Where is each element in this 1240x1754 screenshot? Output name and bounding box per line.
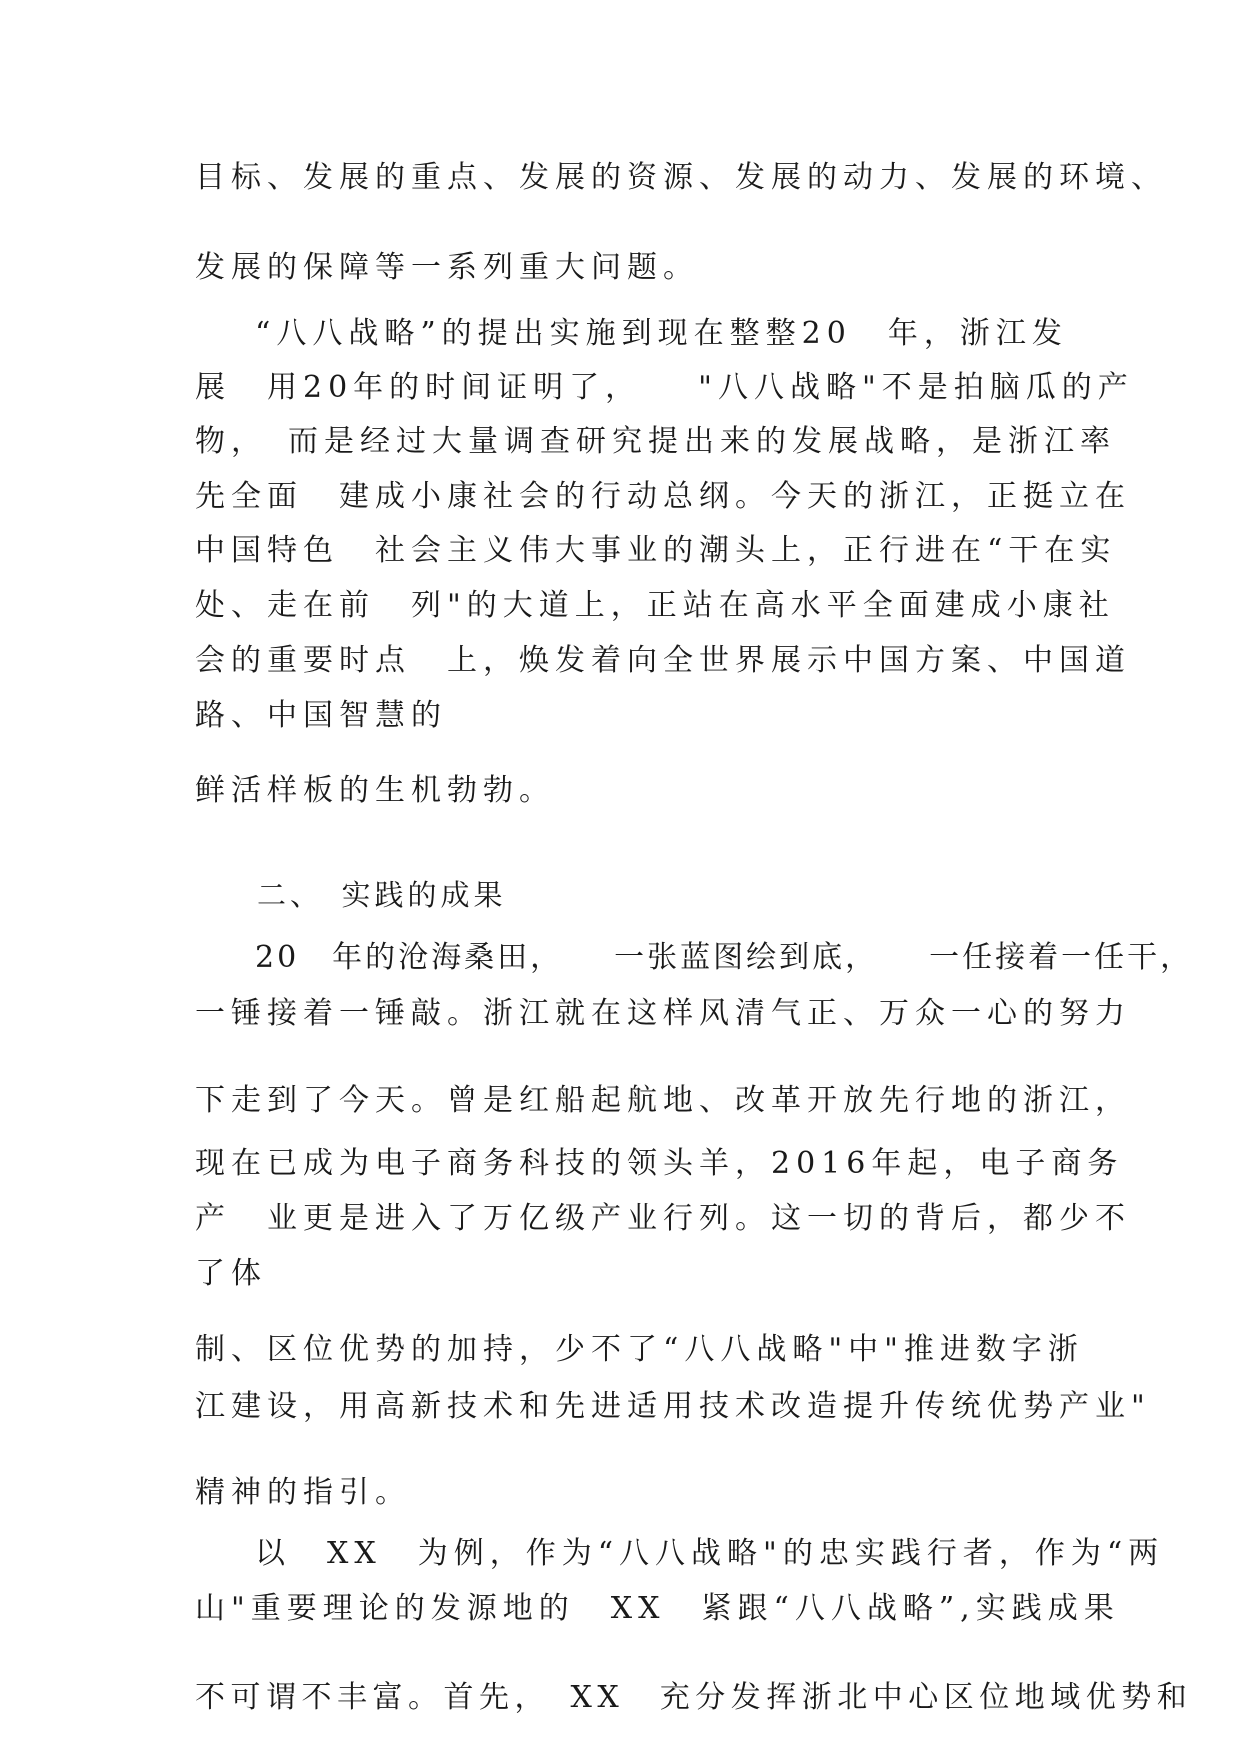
text-line: 产 业更是进入了万亿级产业行列。这一切的背后，都少不 bbox=[195, 1201, 1131, 1236]
text-line: 物， 而是经过大量调查研究提出来的发展战略，是浙江率 bbox=[195, 424, 1116, 459]
text-line: 了体 bbox=[195, 1256, 267, 1291]
paragraph-first-line: “八八战略”的提出实施到现在整整20 年，浙江发 bbox=[255, 316, 1068, 351]
text-line: 路、中国智慧的 bbox=[195, 698, 447, 733]
text-line: 目标、发展的重点、发展的资源、发展的动力、发展的环境、 bbox=[195, 160, 1167, 195]
text-line: 中国特色 社会主义伟大事业的潮头上，正行进在“干在实 bbox=[195, 533, 1117, 568]
text-line: 江建设，用高新技术和先进适用技术改造提升传统优势产业" bbox=[195, 1389, 1151, 1424]
paragraph-first-line: 以 XX 为例，作为“八八战略"的忠实践行者，作为“两 bbox=[255, 1536, 1165, 1571]
text-line: 会的重要时点 上，焕发着向全世界展示中国方案、中国道 bbox=[195, 643, 1131, 678]
text-line: 先全面 建成小康社会的行动总纲。今天的浙江，正挺立在 bbox=[195, 479, 1131, 514]
text-line: 一锤接着一锤敲。浙江就在这样风清气正、万众一心的努力 bbox=[195, 996, 1131, 1031]
text-line: 精神的指引。 bbox=[195, 1475, 411, 1510]
text-line: 山"重要理论的发源地的 XX 紧跟“八八战略”,实践成果 bbox=[195, 1591, 1120, 1626]
text-line: 制、区位优势的加持，少不了“八八战略"中"推进数字浙 bbox=[195, 1332, 1084, 1367]
section-heading: 二、 实践的成果 bbox=[257, 878, 507, 912]
text-line: 下走到了今天。曾是红船起航地、改革开放先行地的浙江， bbox=[195, 1083, 1131, 1118]
text-line: 鲜活样板的生机勃勃。 bbox=[195, 773, 555, 808]
text-line: 发展的保障等一系列重大问题。 bbox=[195, 250, 699, 285]
text-line: 处、走在前 列"的大道上，正站在高水平全面建成小康社 bbox=[195, 588, 1115, 623]
text-line: 不可谓不丰富。首先， XX 充分发挥浙北中心区位地域优势和 bbox=[195, 1680, 1193, 1715]
paragraph-first-line: 20 年的沧海桑田， 一张蓝图绘到底， 一任接着一任干， bbox=[255, 940, 1194, 975]
text-line: 展 用20年的时间证明了， "八八战略"不是拍脑瓜的产 bbox=[195, 370, 1134, 405]
text-line: 现在已成为电子商务科技的领头羊，2016年起，电子商务 bbox=[195, 1146, 1124, 1181]
